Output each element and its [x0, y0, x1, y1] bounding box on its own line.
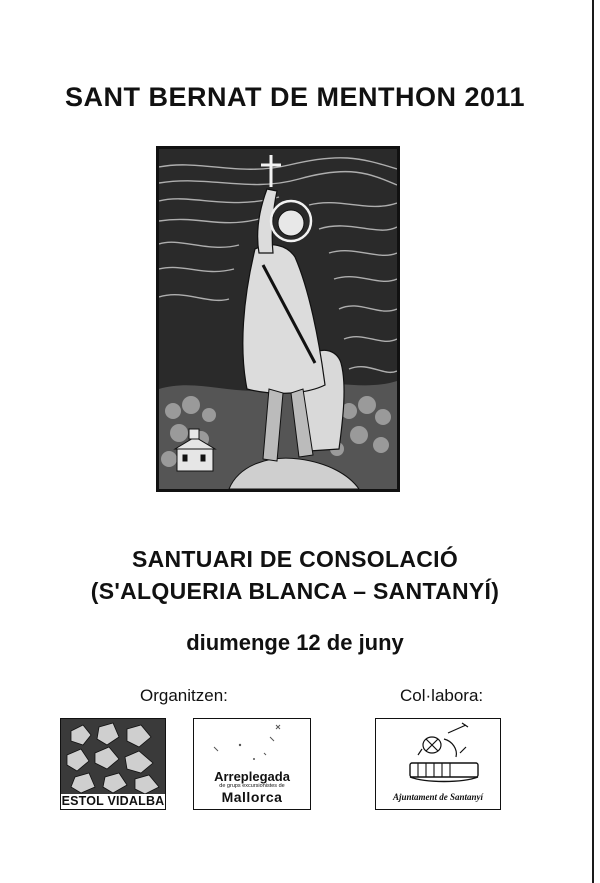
poster-title: SANT BERNAT DE MENTHON 2011 — [64, 82, 526, 112]
arreplegada-subtitle: de grups excursionistes de — [219, 783, 285, 789]
event-date: diumenge 12 de juny — [186, 630, 404, 655]
arreplegada-logo — [193, 718, 311, 810]
estol-vidalba-logo — [60, 718, 166, 810]
venue-line-1: SANTUARI DE CONSOLACIÓ — [131, 546, 459, 572]
ajuntament-santanyi-name: Ajuntament de Santanyí — [392, 792, 484, 802]
foliage-icon — [61, 719, 165, 795]
organizers-label: Organitzen: — [140, 686, 228, 705]
coat-of-arms-icon — [376, 719, 500, 789]
venue-line-2: (S'ALQUERIA BLANCA – SANTANYÍ) — [90, 578, 500, 604]
estol-vidalba-name: ESTOL VIDALBA — [61, 794, 165, 808]
ajuntament-santanyi-logo — [375, 718, 501, 810]
page-edge-line — [592, 0, 594, 883]
saint-engraving-icon — [156, 146, 400, 492]
compass-icon — [194, 719, 310, 767]
arreplegada-place: Mallorca — [221, 789, 283, 805]
arreplegada-name: Arreplegada — [214, 769, 290, 784]
collaborators-label: Col·labora: — [400, 686, 484, 705]
